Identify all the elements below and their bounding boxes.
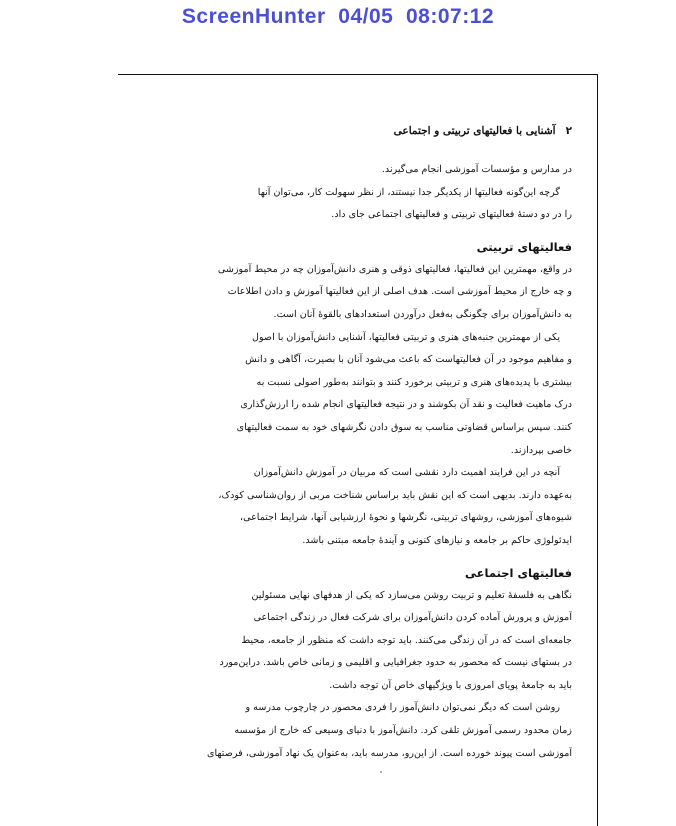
chapter-title: آشنایی با فعالیتهای تربیتی و اجتماعی xyxy=(393,125,556,137)
paragraph-line: جامعه‌ای است که در آن زندگی می‌کنند. باید توجه داشت که منظور از جامعه، محیط xyxy=(241,634,572,646)
paragraph-line: کنند. سپس براساس قضاوتی مناسب به سوق دادن نگرشهای خود به سمت فعالیتهای xyxy=(236,421,572,433)
paragraph-line: آنچه در این فرایند اهمیت دارد نقشی است که مربیان در آموزش دانش‌آموزان xyxy=(253,467,560,479)
screenhunter-timestamp-watermark: ScreenHunter 04/05 08:07:12 xyxy=(181,5,495,28)
paragraph-line: زمان محدود رسمی آموزش تلقی کرد. دانش‌آموز با دنیای وسیعی که خارج از مؤسسه xyxy=(234,725,572,737)
paragraph-line: بیشتری با پدیده‌های هنری و تربیتی برخورد کنند و بتوانند به‌طور اصولی نسبت به xyxy=(256,376,572,388)
paragraph-line: در بستهای نیست که محصور به حدود جغرافیایی و اقلیمی و زمانی خاص باشد. دراین‌مورد xyxy=(219,657,572,669)
section-heading: فعالیتهای اجتماعی xyxy=(465,565,572,580)
paragraph-line: به دانش‌آموزان برای چگونگی به‌فعل درآوردن استعدادهای بالقوهٔ آنان است. xyxy=(273,308,572,320)
page-text-body xyxy=(140,125,572,765)
paragraph-line: خاصی بپردازند. xyxy=(510,444,572,456)
intro-line: در مدارس و مؤسسات آموزشی انجام می‌گیرند. xyxy=(381,164,572,175)
paragraph-line: به‌عهده دارند. بدیهی است که این نقش باید براساس شناخت مربی از روان‌شناسی کودک، xyxy=(218,489,572,501)
intro-line: را در دو دستهٔ فعالیتهای تربیتی و فعالیتهای اجتماعی جای داد. xyxy=(331,209,572,221)
page-number: ۲ xyxy=(565,125,572,137)
scanned-book-page xyxy=(118,74,598,826)
paragraph-line: روشن است که دیگر نمی‌توان دانش‌آموز را فردی محصور در چارچوب مدرسه و xyxy=(245,702,560,714)
paragraph-line: در واقع، مهمترین این فعالیتها، فعالیتهای ذوقی و هنری دانش‌آموزان چه در محیط آموزشی xyxy=(217,263,572,275)
intro-line: گرچه این‌گونه فعالیتها از یکدیگر جدا نیستند، از نظر سهولت کار، می‌توان آنها xyxy=(257,186,560,198)
section-heading: فعالیتهای تربیتی xyxy=(476,239,572,254)
paragraph-line: یکی از مهمترین جنبه‌های هنری و تربیتی فعالیتها، آشنایی دانش‌آموزان با اصول xyxy=(252,331,560,343)
paragraph-line: نگاهی به فلسفهٔ تعلیم و تربیت روشن می‌سازد که یکی از هدفهای نهایی مسئولین xyxy=(251,589,572,601)
paragraph-line: درک ماهیت فعالیت و نقد آن بکوشند و در نتیجه فعالیتهای انجام شده را ارزش‌گذاری xyxy=(240,399,572,411)
paragraph-line: ایدئولوژی حاکم بر جامعه و نیازهای کنونی و آیندهٔ جامعه مبتنی باشد. xyxy=(302,534,572,546)
paragraph-line: آموزشی است پیوند خورده است. از این‌رو، مدرسه باید، به‌عنوان یک نهاد آموزشی، فرصتهای xyxy=(206,747,572,759)
paragraph-line: باید به جامعهٔ پویای امروزی با ویژگیهای خاص آن توجه داشت. xyxy=(329,679,572,691)
scan-speck xyxy=(380,771,382,773)
paragraph-line: آموزش و پرورش آماده کردن دانش‌آموزان برای شرکت فعال در زندگی اجتماعی xyxy=(253,612,572,624)
paragraph-line: شیوه‌های آموزشی، روشهای تربیتی، نگرشها و نحوهٔ ارزشیابی آنها، شرایط اجتماعی، xyxy=(239,512,572,524)
page-content xyxy=(140,159,572,765)
paragraph-line: و چه خارج از محیط آموزشی است. هدف اصلی از این فعالیتها آموزش و دادن اطلاعات xyxy=(227,286,572,298)
paragraph-line: و مفاهیم موجود در آن فعالیتهاست که باعث می‌شود آنان با بصیرت، آگاهی و دانش xyxy=(245,354,572,366)
running-header xyxy=(140,125,572,145)
